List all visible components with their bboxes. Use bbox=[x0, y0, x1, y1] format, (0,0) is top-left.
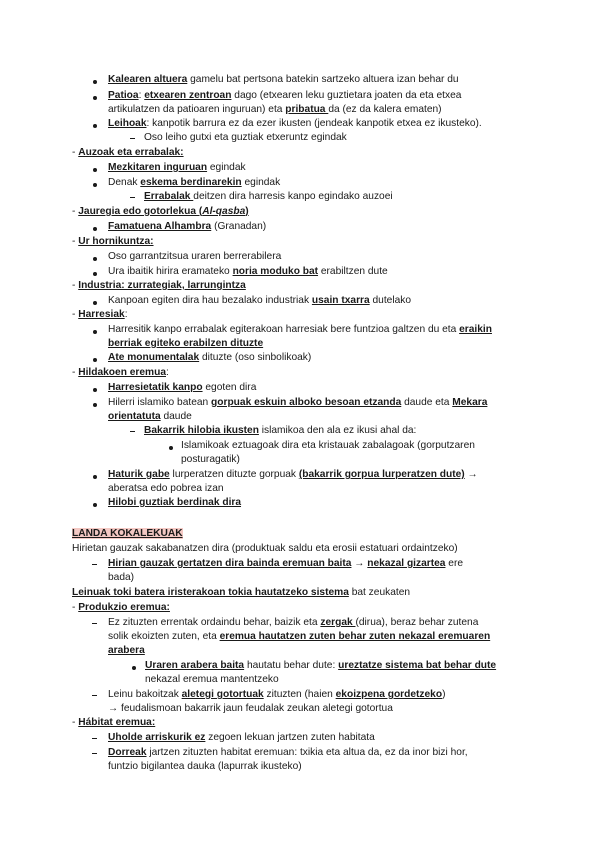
list-item bbox=[108, 731, 375, 744]
section-heading bbox=[72, 235, 154, 248]
text: Islamikoak eztuagoak dira eta kristauak zabalagoak (gorputzaren bbox=[181, 440, 475, 451]
bullet-dot bbox=[93, 475, 97, 479]
dash-prefix: - bbox=[72, 367, 79, 378]
list-item bbox=[108, 294, 411, 307]
text: Oso leiho gutxi eta guztiak etxeruntz egindak bbox=[144, 132, 347, 143]
list-item bbox=[108, 323, 492, 336]
text: gamelu bat pertsona batekin sartzeko altuera izan behar du bbox=[187, 74, 459, 85]
text: Hirietan gauzak sakabanatzen dira (produktuak saldu eta erosii estatuari ordaintzeko) bbox=[72, 543, 458, 554]
dash-prefix: - bbox=[72, 147, 79, 158]
bullet-dot bbox=[93, 358, 97, 362]
text: Oso garrantzitsua uraren berrerabilera bbox=[108, 251, 282, 262]
heading-text: Produkzio eremua: bbox=[78, 602, 170, 613]
dash-marker bbox=[92, 738, 97, 739]
bullet-dot bbox=[93, 96, 97, 100]
bullet-dot bbox=[93, 227, 97, 231]
term: Leihoak bbox=[108, 118, 147, 129]
text: → bbox=[464, 469, 478, 480]
text: (Granadan) bbox=[211, 221, 267, 232]
list-item bbox=[108, 616, 478, 629]
list-item-continuation bbox=[108, 410, 192, 423]
section-heading bbox=[72, 716, 155, 729]
term: Famatuena Alhambra bbox=[108, 221, 212, 232]
sub-item bbox=[145, 659, 496, 672]
section-heading bbox=[72, 601, 170, 614]
text: da (ez da kalera ematen) bbox=[328, 104, 442, 115]
term: Ate monumentalak bbox=[108, 352, 200, 363]
highlighted-title: LANDA KOKALEKUAK bbox=[72, 528, 183, 539]
text: zituzten (haien bbox=[263, 689, 336, 700]
bullet-dot bbox=[169, 446, 173, 450]
list-item bbox=[108, 496, 241, 509]
dash-marker bbox=[92, 753, 97, 754]
text: egindak bbox=[241, 177, 281, 188]
bullet-dot bbox=[93, 503, 97, 507]
text: erabiltzen dute bbox=[318, 266, 388, 277]
term: Haturik gabe bbox=[108, 469, 170, 480]
heading-text: Ur hornikuntza: bbox=[78, 236, 154, 247]
bullet-dot bbox=[93, 388, 97, 392]
term: nekazal gizartea bbox=[367, 558, 446, 569]
text: deitzen dira harresis kanpo egindako auzoei bbox=[193, 191, 393, 202]
term: berriak egiteko erabilzen dituzte bbox=[108, 338, 264, 349]
list-item bbox=[108, 220, 266, 233]
dash-marker bbox=[92, 695, 97, 696]
text: Ura ibaitik hirira eramateko bbox=[108, 266, 233, 277]
paragraph bbox=[72, 586, 410, 599]
bullet-dot bbox=[93, 257, 97, 261]
section-heading bbox=[72, 279, 246, 292]
term: ekoizpena gordetzeko bbox=[335, 689, 443, 700]
bullet-dot bbox=[93, 330, 97, 334]
text: ere bbox=[445, 558, 464, 569]
sub-item bbox=[144, 190, 393, 203]
list-item bbox=[108, 688, 445, 701]
heading-text-italic: Al-qasba bbox=[202, 206, 246, 217]
term: eremua hautatzen zuten behar zuten nekazal eremuaren bbox=[219, 631, 491, 642]
heading-text: Hildakoen eremua bbox=[78, 367, 166, 378]
term: zergak bbox=[320, 617, 356, 628]
section-heading bbox=[72, 205, 249, 218]
term: (bakarrik gorpua lurperatzen dute) bbox=[298, 469, 465, 480]
heading-text: Harresiak bbox=[78, 309, 125, 320]
colon: : bbox=[124, 309, 128, 320]
dash-prefix: - bbox=[72, 309, 79, 320]
list-item bbox=[108, 351, 311, 364]
text: → feudalismoan bakarrik jaun feudalak zeukan aletegi gotortua bbox=[108, 703, 393, 714]
list-item-continuation bbox=[108, 571, 134, 584]
heading-text: Hábitat eremua: bbox=[78, 717, 156, 728]
term: usain txarra bbox=[311, 295, 370, 306]
text: lurperatzen dituzte gorpuak bbox=[169, 469, 299, 480]
heading-text: Industria: zurrategiak, larrungintza bbox=[78, 280, 246, 291]
list-item-continuation bbox=[108, 644, 145, 657]
text: Harresitik kanpo errabalak egiterakoan harresiak bere funtzioa galtzen du eta bbox=[108, 324, 460, 335]
text: Kanpoan egiten dira hau bezalako industriak bbox=[108, 295, 312, 306]
text: : bbox=[138, 90, 145, 101]
term: orientatuta bbox=[108, 411, 161, 422]
text: ) bbox=[442, 689, 446, 700]
text: egindak bbox=[207, 162, 246, 173]
dash-marker bbox=[130, 197, 135, 198]
term: Uraren arabera baita bbox=[145, 660, 245, 671]
dash-prefix: - bbox=[72, 206, 79, 217]
term: pribatua bbox=[285, 104, 329, 115]
list-item bbox=[108, 250, 281, 263]
text: dituzte (oso sinbolikoak) bbox=[199, 352, 312, 363]
term: Uholde arriskurik ez bbox=[108, 732, 206, 743]
dash-prefix: - bbox=[72, 280, 79, 291]
text: jartzen zituzten habitat eremuan: txikia eta altua da, ez da inor bizi hor, bbox=[146, 747, 468, 758]
sub-item bbox=[144, 131, 347, 144]
list-item-continuation bbox=[108, 702, 393, 715]
text: (dirua), beraz behar zutena bbox=[355, 617, 479, 628]
section-heading bbox=[72, 308, 128, 321]
sub-item bbox=[144, 424, 416, 437]
list-item bbox=[108, 468, 478, 481]
colon: : bbox=[166, 367, 169, 378]
text: Hilerri islamiko batean bbox=[108, 397, 212, 408]
list-item-continuation bbox=[108, 630, 490, 643]
text: aberatsa edo pobrea izan bbox=[108, 483, 224, 494]
list-item-continuation bbox=[108, 482, 224, 495]
sub-sub-item bbox=[181, 439, 475, 452]
text: dutelako bbox=[369, 295, 412, 306]
bullet-dot bbox=[93, 183, 97, 187]
sub-sub-item-continuation bbox=[181, 453, 240, 466]
term: etxearen zentroan bbox=[144, 90, 232, 101]
text: daude bbox=[160, 411, 192, 422]
heading-text: ) bbox=[245, 206, 249, 217]
text: bada) bbox=[108, 572, 135, 583]
text: Leinu bakoitzak bbox=[108, 689, 182, 700]
text: zegoen lekuan jartzen zuten habitata bbox=[205, 732, 375, 743]
list-item bbox=[108, 381, 256, 394]
bullet-dot bbox=[93, 301, 97, 305]
list-item bbox=[108, 117, 482, 130]
term: Patioa bbox=[108, 90, 139, 101]
term: Mezkitaren inguruan bbox=[108, 162, 208, 173]
section-heading bbox=[72, 146, 184, 159]
dash-prefix: - bbox=[72, 602, 79, 613]
text: solik ekoizten zuten, eta bbox=[108, 631, 220, 642]
bullet-dot bbox=[93, 80, 97, 84]
list-item bbox=[108, 746, 468, 759]
term: Mekara bbox=[452, 397, 488, 408]
sub-item-continuation bbox=[145, 673, 279, 686]
section-title bbox=[72, 527, 183, 540]
heading-text: Jauregia edo gotorlekua ( bbox=[78, 206, 203, 217]
text: posturagatik) bbox=[181, 454, 240, 465]
list-item bbox=[108, 73, 459, 86]
list-item bbox=[108, 176, 280, 189]
dash-prefix: - bbox=[72, 236, 79, 247]
text: funtzio bigilantea dauka (lapurrak ikusteko) bbox=[108, 761, 302, 772]
dash-prefix: - bbox=[72, 717, 79, 728]
term: Kalearen altuera bbox=[108, 74, 188, 85]
text: dago (etxearen leku guztietara joaten da eta etxea bbox=[231, 90, 462, 101]
term: Dorreak bbox=[108, 747, 147, 758]
text: Denak bbox=[108, 177, 141, 188]
term: Hilobi guztiak berdinak dira bbox=[108, 497, 242, 508]
bullet-dot bbox=[93, 272, 97, 276]
list-item bbox=[108, 396, 487, 409]
list-item bbox=[108, 89, 461, 102]
text: hautatu behar dute: bbox=[244, 660, 339, 671]
bullet-dot bbox=[93, 124, 97, 128]
dash-marker bbox=[92, 564, 97, 565]
text: : kanpotik barrura ez da ezer ikusten (jendeak kanpotik etxea ez ikusteko). bbox=[146, 118, 482, 129]
term: Harresietatik kanpo bbox=[108, 382, 203, 393]
bullet-dot bbox=[93, 168, 97, 172]
text: artikulatzen da patioaren inguruan) eta bbox=[108, 104, 286, 115]
term: arabera bbox=[108, 645, 145, 656]
term: eskema berdinarekin bbox=[140, 177, 242, 188]
text: daude eta bbox=[401, 397, 453, 408]
term: Errabalak bbox=[144, 191, 194, 202]
list-item-continuation bbox=[108, 760, 302, 773]
term: Hirian gauzak gertatzen dira bainda eremuan baita bbox=[108, 558, 352, 569]
bullet-dot bbox=[93, 403, 97, 407]
list-item bbox=[108, 161, 246, 174]
text: egoten dira bbox=[202, 382, 257, 393]
text: nekazal eremua mantentzeko bbox=[145, 674, 279, 685]
dash-marker bbox=[130, 138, 135, 139]
list-item bbox=[108, 265, 388, 278]
bullet-dot bbox=[132, 666, 136, 670]
text: Ez zituzten errentak ordaindu behar, baizik eta bbox=[108, 617, 321, 628]
term: noria moduko bat bbox=[232, 266, 319, 277]
term: aletegi gotortuak bbox=[181, 689, 264, 700]
term: gorpuak eskuin alboko besoan etzanda bbox=[211, 397, 402, 408]
list-item-continuation bbox=[108, 103, 442, 116]
term: Leinuak toki batera iristerakoan tokia hautatzeko sistema bbox=[72, 587, 349, 598]
dash-marker bbox=[92, 623, 97, 624]
text: islamikoa den ala ez ikusi ahal da: bbox=[258, 425, 417, 436]
term: Bakarrik hilobia ikusten bbox=[144, 425, 259, 436]
list-item-continuation bbox=[108, 337, 263, 350]
dash-marker bbox=[130, 431, 135, 432]
term: eraikin bbox=[459, 324, 492, 335]
heading-text: Auzoak eta errabalak: bbox=[78, 147, 184, 158]
text: bat zeukaten bbox=[348, 587, 411, 598]
term: ureztatze sistema bat behar dute bbox=[338, 660, 497, 671]
section-heading bbox=[72, 366, 169, 379]
paragraph bbox=[72, 542, 458, 555]
text: → bbox=[351, 558, 368, 569]
list-item bbox=[108, 557, 463, 570]
